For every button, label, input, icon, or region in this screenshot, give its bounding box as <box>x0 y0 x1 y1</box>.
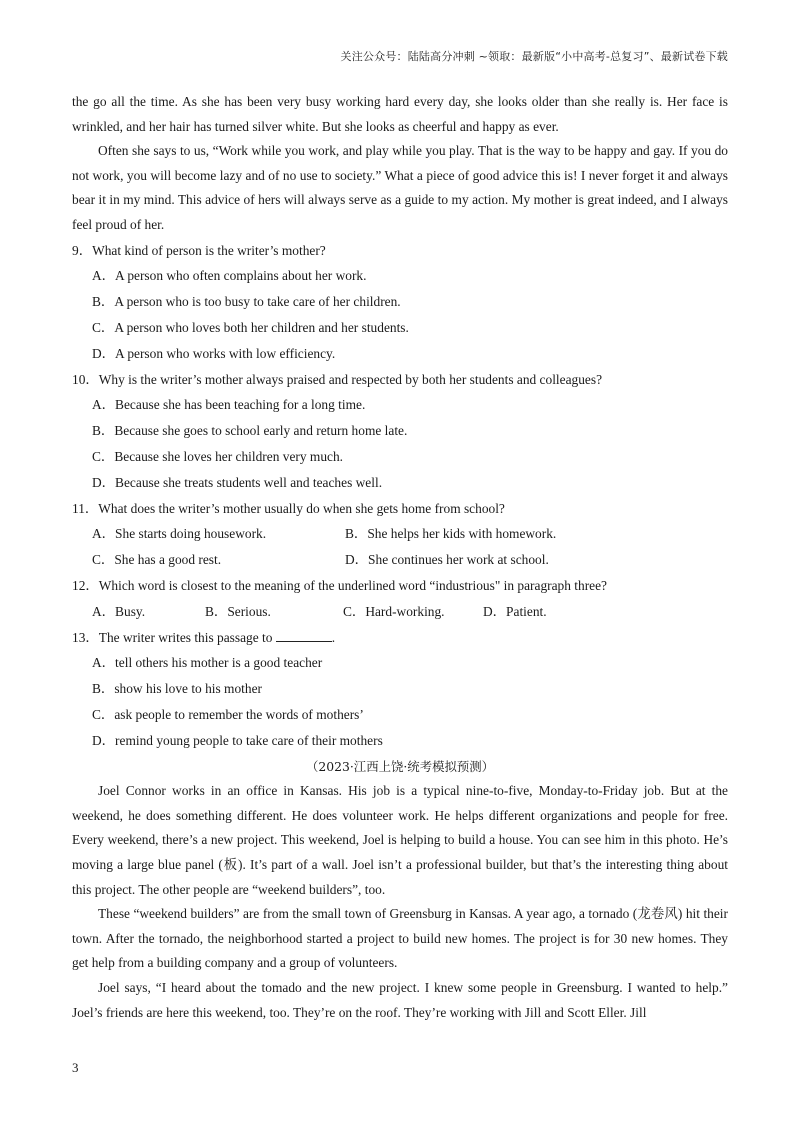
question-12-option-a: A．Busy. <box>92 603 146 619</box>
question-10-option-a: A．Because she has been teaching for a long time. <box>92 397 366 413</box>
question-12-option-d: D．Patient. <box>483 603 547 619</box>
question-10-stem: 10．Why is the writer’s mother always praised and respected by both her students and colleagues? <box>72 371 603 387</box>
question-9 <box>72 238 728 367</box>
question-13 <box>72 625 728 754</box>
passage2-paragraph-2: These “weekend builders” are from the small town of Greensburg in Kansas. A year ago, a tornado (龙卷风) hit their town. After the tornado, the neighborhood started a project to build new homes. The project is for 30 new homes. They get help from a building company and a group of volunteers. <box>72 906 728 971</box>
question-11-options-row-2 <box>72 547 728 573</box>
question-11-stem: 11．What does the writer’s mother usually do when she gets home from school? <box>72 500 505 516</box>
question-11 <box>72 496 728 573</box>
passage2-source: （2023·江西上饶·统考模拟预测） <box>305 758 495 774</box>
question-13-option-b: B．show his love to his mother <box>92 681 262 697</box>
question-9-option-a: A．A person who often complains about her work. <box>92 268 367 284</box>
question-12-options <box>72 599 728 625</box>
question-10-option-c: C．Because she loves her children very much. <box>92 448 343 464</box>
passage2-paragraph-3: Joel says, “I heard about the tomado and the new project. I knew some people in Greensburg. I wanted to help.” Joel’s friends are here this weekend, too. They’re on the roof. They’re working with Jill and Scott Eller. Jill <box>72 980 728 1020</box>
passage2-paragraph-1: Joel Connor works in an office in Kansas. His job is a typical nine-to-five, Monday-to-Friday job. But at the weekend, he does something different. He does volunteer work. He helps different organizations and people for free. Every weekend, there’s a new project. This weekend, Joel is helping to build a house. You can see him in this photo. He’s moving a large blue panel (板). It’s part of a wall. Joel isn’t a professional builder, but that’s the interesting thing about this project. The other people are “weekend builders”, too. <box>72 783 728 897</box>
page-number: 3 <box>72 1060 79 1075</box>
question-12-option-c: C．Hard-working. <box>343 603 445 619</box>
question-12 <box>72 573 728 625</box>
page-content <box>72 90 728 1025</box>
question-9-option-d: D．A person who works with low efficiency. <box>92 345 336 361</box>
question-10-option-b: B．Because she goes to school early and return home late. <box>92 423 408 439</box>
question-13-stem-end: . <box>331 629 336 645</box>
page-header: 关注公众号：陆陆高分冲刺 ~领取：最新版“小中高考-总复习”、最新试卷下载 <box>340 50 728 63</box>
question-12-option-b: B．Serious. <box>205 603 271 619</box>
passage1-paragraph-1: the go all the time. As she has been very busy working hard every day, she looks older than she really is. Her face is wrinkled, and her hair has turned silver white. But she looks as cheerful and happy as ever. <box>72 94 728 134</box>
question-13-stem-text: 13．The writer writes this passage to <box>72 629 276 645</box>
question-13-option-d: D．remind young people to take care of their mothers <box>92 732 383 748</box>
question-9-stem: 9．What kind of person is the writer’s mother? <box>72 242 326 258</box>
question-9-option-c: C．A person who loves both her children and her students. <box>92 319 409 335</box>
question-10 <box>72 367 728 496</box>
question-11-option-b: B．She helps her kids with homework. <box>345 526 557 542</box>
question-13-stem <box>72 625 728 651</box>
question-13-option-a: A．tell others his mother is a good teacher <box>92 655 323 671</box>
question-11-option-a: A．She starts doing housework. <box>92 526 267 542</box>
question-10-option-d: D．Because she treats students well and teaches well. <box>92 474 383 490</box>
question-11-option-c: C．She has a good rest. <box>92 552 222 568</box>
question-9-option-b: B．A person who is too busy to take care of her children. <box>92 294 401 310</box>
question-11-options-row-1 <box>72 521 728 547</box>
question-12-stem: 12．Which word is closest to the meaning of the underlined word “industrious" in paragraph three? <box>72 577 607 593</box>
question-13-option-c: C．ask people to remember the words of mothers’ <box>92 706 364 722</box>
question-11-option-d: D．She continues her work at school. <box>345 552 549 568</box>
passage1-paragraph-2: Often she says to us, “Work while you work, and play while you play. That is the way to be happy and gay. If you do not work, you will become lazy and of no use to society.” What a piece of good advice this is! I never forget it and always bear it in my mind. This advice of hers will always serve as a guide to my action. My mother is great indeed, and I always feel proud of her. <box>72 143 728 232</box>
answer-blank <box>276 629 332 642</box>
